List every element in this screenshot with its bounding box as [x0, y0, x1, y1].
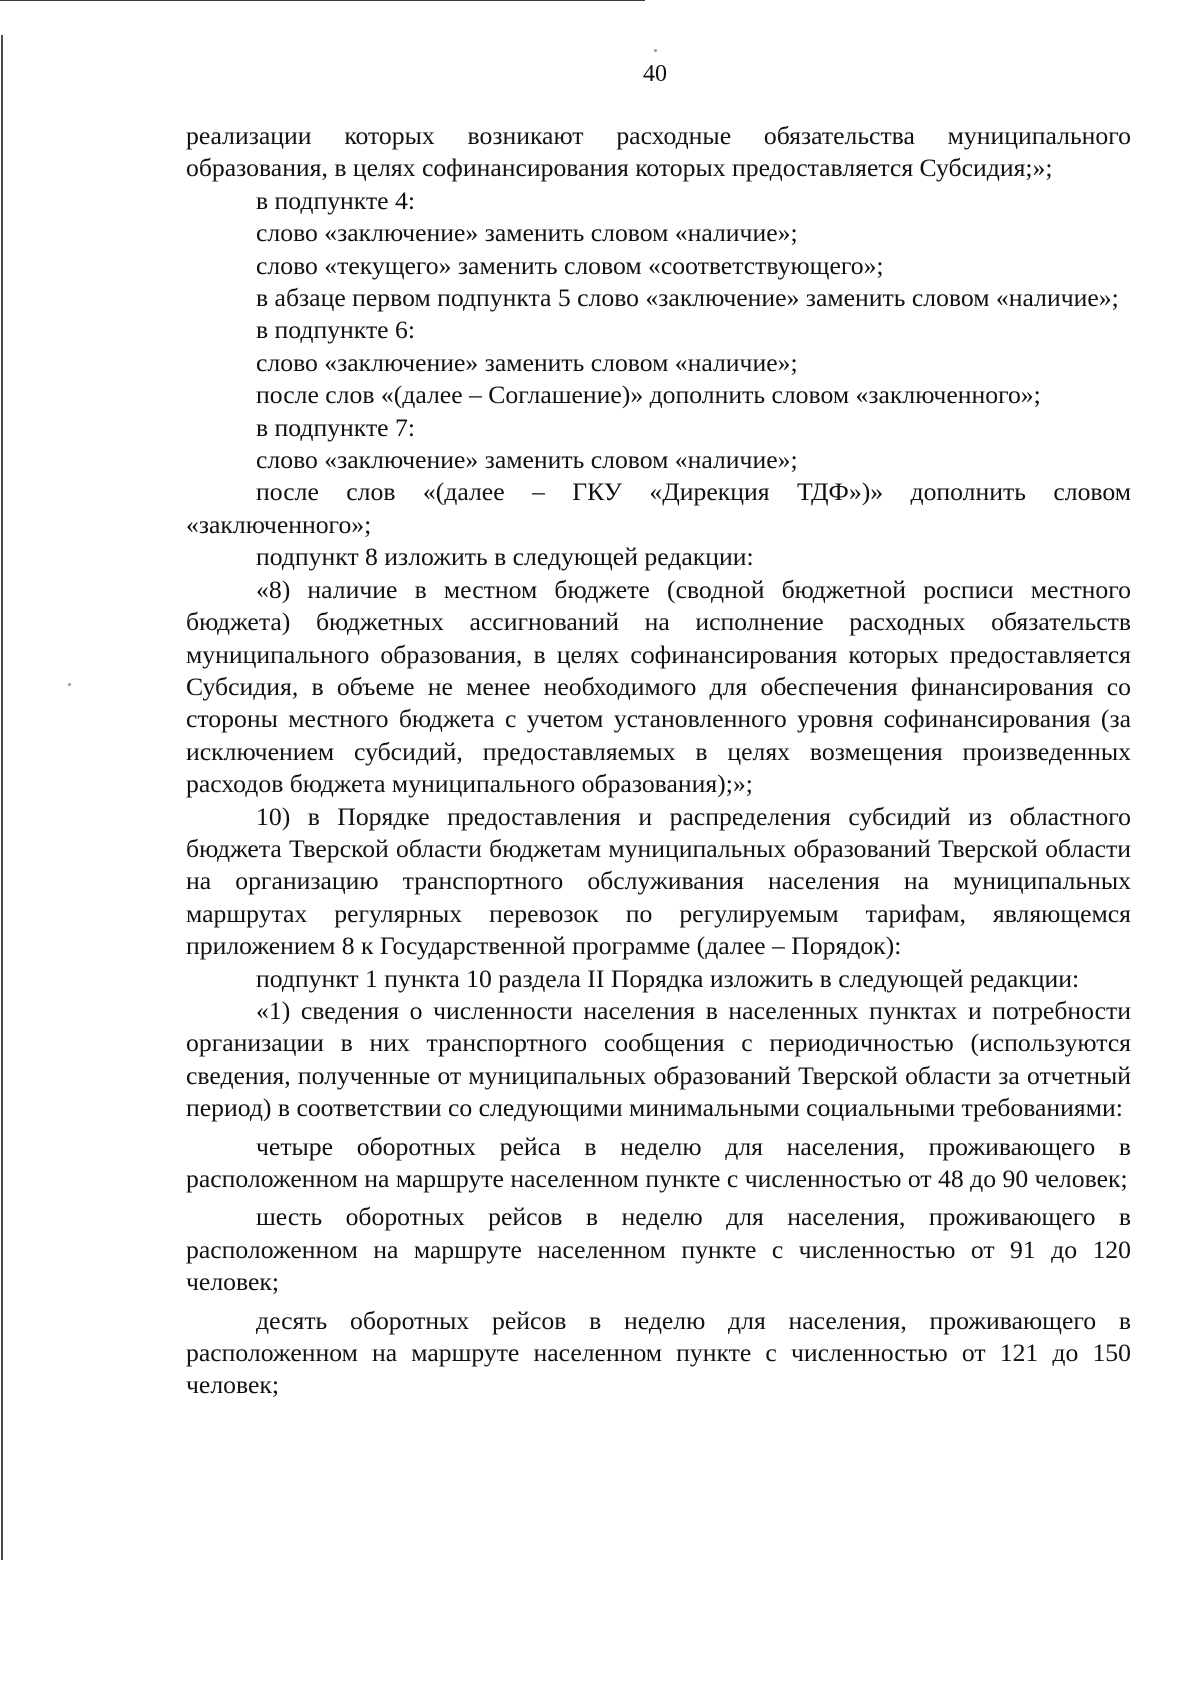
scan-speck [68, 683, 71, 686]
scan-speck [654, 49, 657, 52]
paragraph: 10) в Порядке предоставления и распределения субсидий из областного бюджета Тверской области бюджетам муниципальных образований Тверской области на организацию транспортного обслуживания населения на муниципальных маршрутах регулярных перевозок по регулируемым тарифам, являющемся приложением 8 к Государственной программе (далее – Порядок): [186, 801, 1131, 961]
paragraph: подпункт 1 пункта 10 раздела II Порядка изложить в следующей редакции: [256, 963, 1080, 993]
paragraph: в подпункте 6: [256, 315, 415, 345]
document-body [186, 120, 1131, 1402]
paragraph: «1) сведения о численности населения в населенных пунктах и потребности организации в них транспортного сообщения с периодичностью (используются сведения, полученные от муниципальных образований Тверской области за отчетный период) в соответствии со следующими минимальными социальными требованиями: [186, 995, 1131, 1123]
paragraph: слово «заключение» заменить словом «наличие»; [256, 218, 798, 248]
paragraph: четыре оборотных рейса в неделю для населения, проживающего в расположенном на маршруте населенном пункте с численностью от 48 до 90 человек; [186, 1131, 1131, 1193]
paragraph: подпункт 8 изложить в следующей редакции: [256, 542, 754, 572]
paragraph: слово «заключение» заменить словом «наличие»; [256, 445, 798, 475]
paragraph: слово «заключение» заменить словом «наличие»; [256, 347, 798, 377]
paragraph: в подпункте 7: [256, 412, 415, 442]
top-scan-rule [0, 0, 645, 1]
page-number: 40 [643, 61, 667, 87]
left-scan-rule [1, 35, 3, 1560]
paragraph: десять оборотных рейсов в неделю для населения, проживающего в расположенном на маршруте населенном пункте с численностью от 121 до 150 человек; [186, 1305, 1131, 1400]
paragraph: реализации которых возникают расходные обязательства муниципального образования, в целях софинансирования которых предоставляется Субсидия;»; [186, 121, 1131, 183]
paragraph: в подпункте 4: [256, 185, 415, 215]
paragraph: «8) наличие в местном бюджете (сводной бюджетной росписи местного бюджета) бюджетных ассигнований на исполнение расходных обязательств муниципального образования, в целях софинансирования которых предоставляется Субсидия, в объеме не менее необходимого для обеспечения финансирования со стороны местного бюджета с учетом установленного уровня софинансирования (за исключением субсидий, предоставляемых в целях возмещения произведенных расходов бюджета муниципального образования);»; [186, 574, 1131, 799]
paragraph: слово «текущего» заменить словом «соответствующего»; [256, 250, 884, 280]
paragraph: после слов «(далее – Соглашение)» дополнить словом «заключенного»; [256, 380, 1041, 410]
paragraph: после слов «(далее – ГКУ «Дирекция ТДФ»)» дополнить словом «заключенного»; [186, 477, 1131, 539]
paragraph: в абзаце первом подпункта 5 слово «заключение» заменить словом «наличие»; [256, 283, 1119, 313]
paragraph: шесть оборотных рейсов в неделю для населения, проживающего в расположенном на маршруте населенном пункте с численностью от 91 до 120 человек; [186, 1202, 1131, 1297]
